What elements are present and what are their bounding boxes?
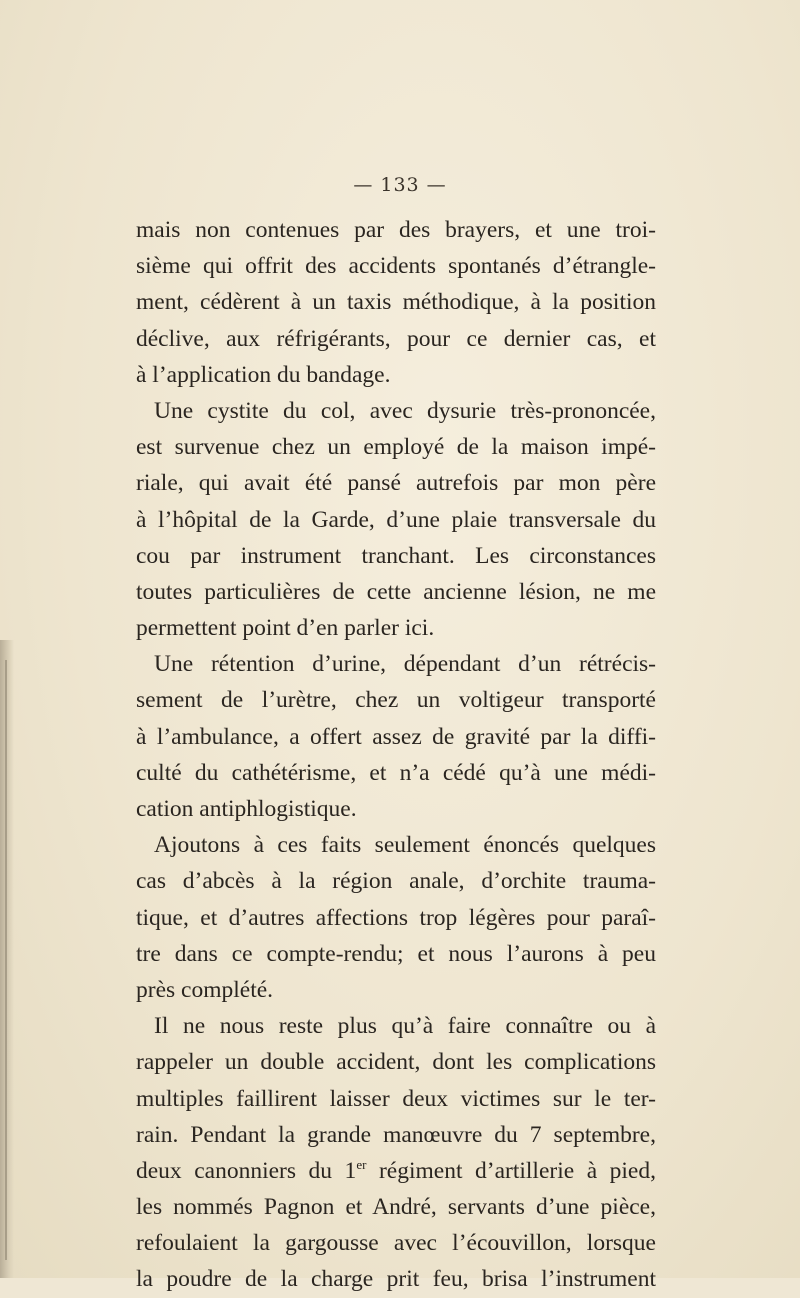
text-line: la poudre de la charge prit feu, brisa l’instrument — [136, 1266, 656, 1293]
page-edge-line — [5, 660, 7, 1260]
page-number: — 133 — — [353, 174, 447, 196]
text-line: refoulaient la gargousse avec l’écouvillon, lorsque — [136, 1230, 656, 1257]
text-line: près complété. — [136, 976, 274, 1003]
text-line: Une cystite du col, avec dysurie très-prononcée, — [154, 397, 656, 424]
text-line: est survenue chez un employé de la maison impé- — [136, 434, 656, 461]
text-line: à l’application du bandage. — [136, 361, 391, 388]
text-line: les nommés Pagnon et André, servants d’une pièce, — [136, 1194, 656, 1221]
text-line: sement de l’urètre, chez un voltigeur transporté — [136, 687, 656, 714]
text-line: cou par instrument tranchant. Les circonstances — [136, 542, 656, 569]
text-line: déclive, aux réfrigérants, pour ce dernier cas, et — [136, 325, 656, 352]
text-line: rappeler un double accident, dont les complications — [136, 1049, 656, 1076]
text-line: Il ne nous reste plus qu’à faire connaître ou à — [154, 1013, 656, 1040]
text-line: sième qui offrit des accidents spontanés d’étrangle- — [136, 253, 656, 280]
text-line: Une rétention d’urine, dépendant d’un rétrécis- — [154, 651, 656, 678]
text-line: à l’ambulance, a offert assez de gravité par la diffi- — [136, 723, 656, 750]
text-line: rain. Pendant la grande manœuvre du 7 septembre, — [136, 1121, 656, 1148]
text-line: mais non contenues par des brayers, et une troi- — [136, 217, 656, 243]
text-line: multiples faillirent laisser deux victimes sur le ter- — [136, 1085, 656, 1112]
page-binding-shadow — [0, 640, 14, 1278]
text-line: à l’hôpital de la Garde, d’une plaie transversale du — [136, 506, 656, 533]
text-line: tre dans ce compte-rendu; et nous l’aurons à peu — [136, 940, 656, 967]
text-line-with-superscript: deux canonniers du 1er régiment d’artillerie à pied, — [136, 1157, 656, 1184]
text-line: Ajoutons à ces faits seulement énoncés quelques — [154, 832, 656, 859]
text-line: culté du cathétérisme, et n’a cédé qu’à une médi- — [136, 759, 656, 786]
text-line: cation antiphlogistique. — [136, 796, 357, 822]
text-line: tique, et d’autres affections trop légères pour paraî- — [136, 904, 656, 931]
ordinal-superscript: er — [356, 1157, 367, 1173]
text-line: permettent point d’en parler ici. — [136, 615, 435, 642]
body-text — [136, 212, 656, 1298]
text-line: cas d’abcès à la région anale, d’orchite trauma- — [136, 868, 656, 895]
text-line: ment, cédèrent à un taxis méthodique, à la position — [136, 289, 656, 316]
text-line: riale, qui avait été pansé autrefois par mon père — [136, 470, 656, 497]
text-line: toutes particulières de cette ancienne lésion, ne me — [136, 578, 656, 605]
